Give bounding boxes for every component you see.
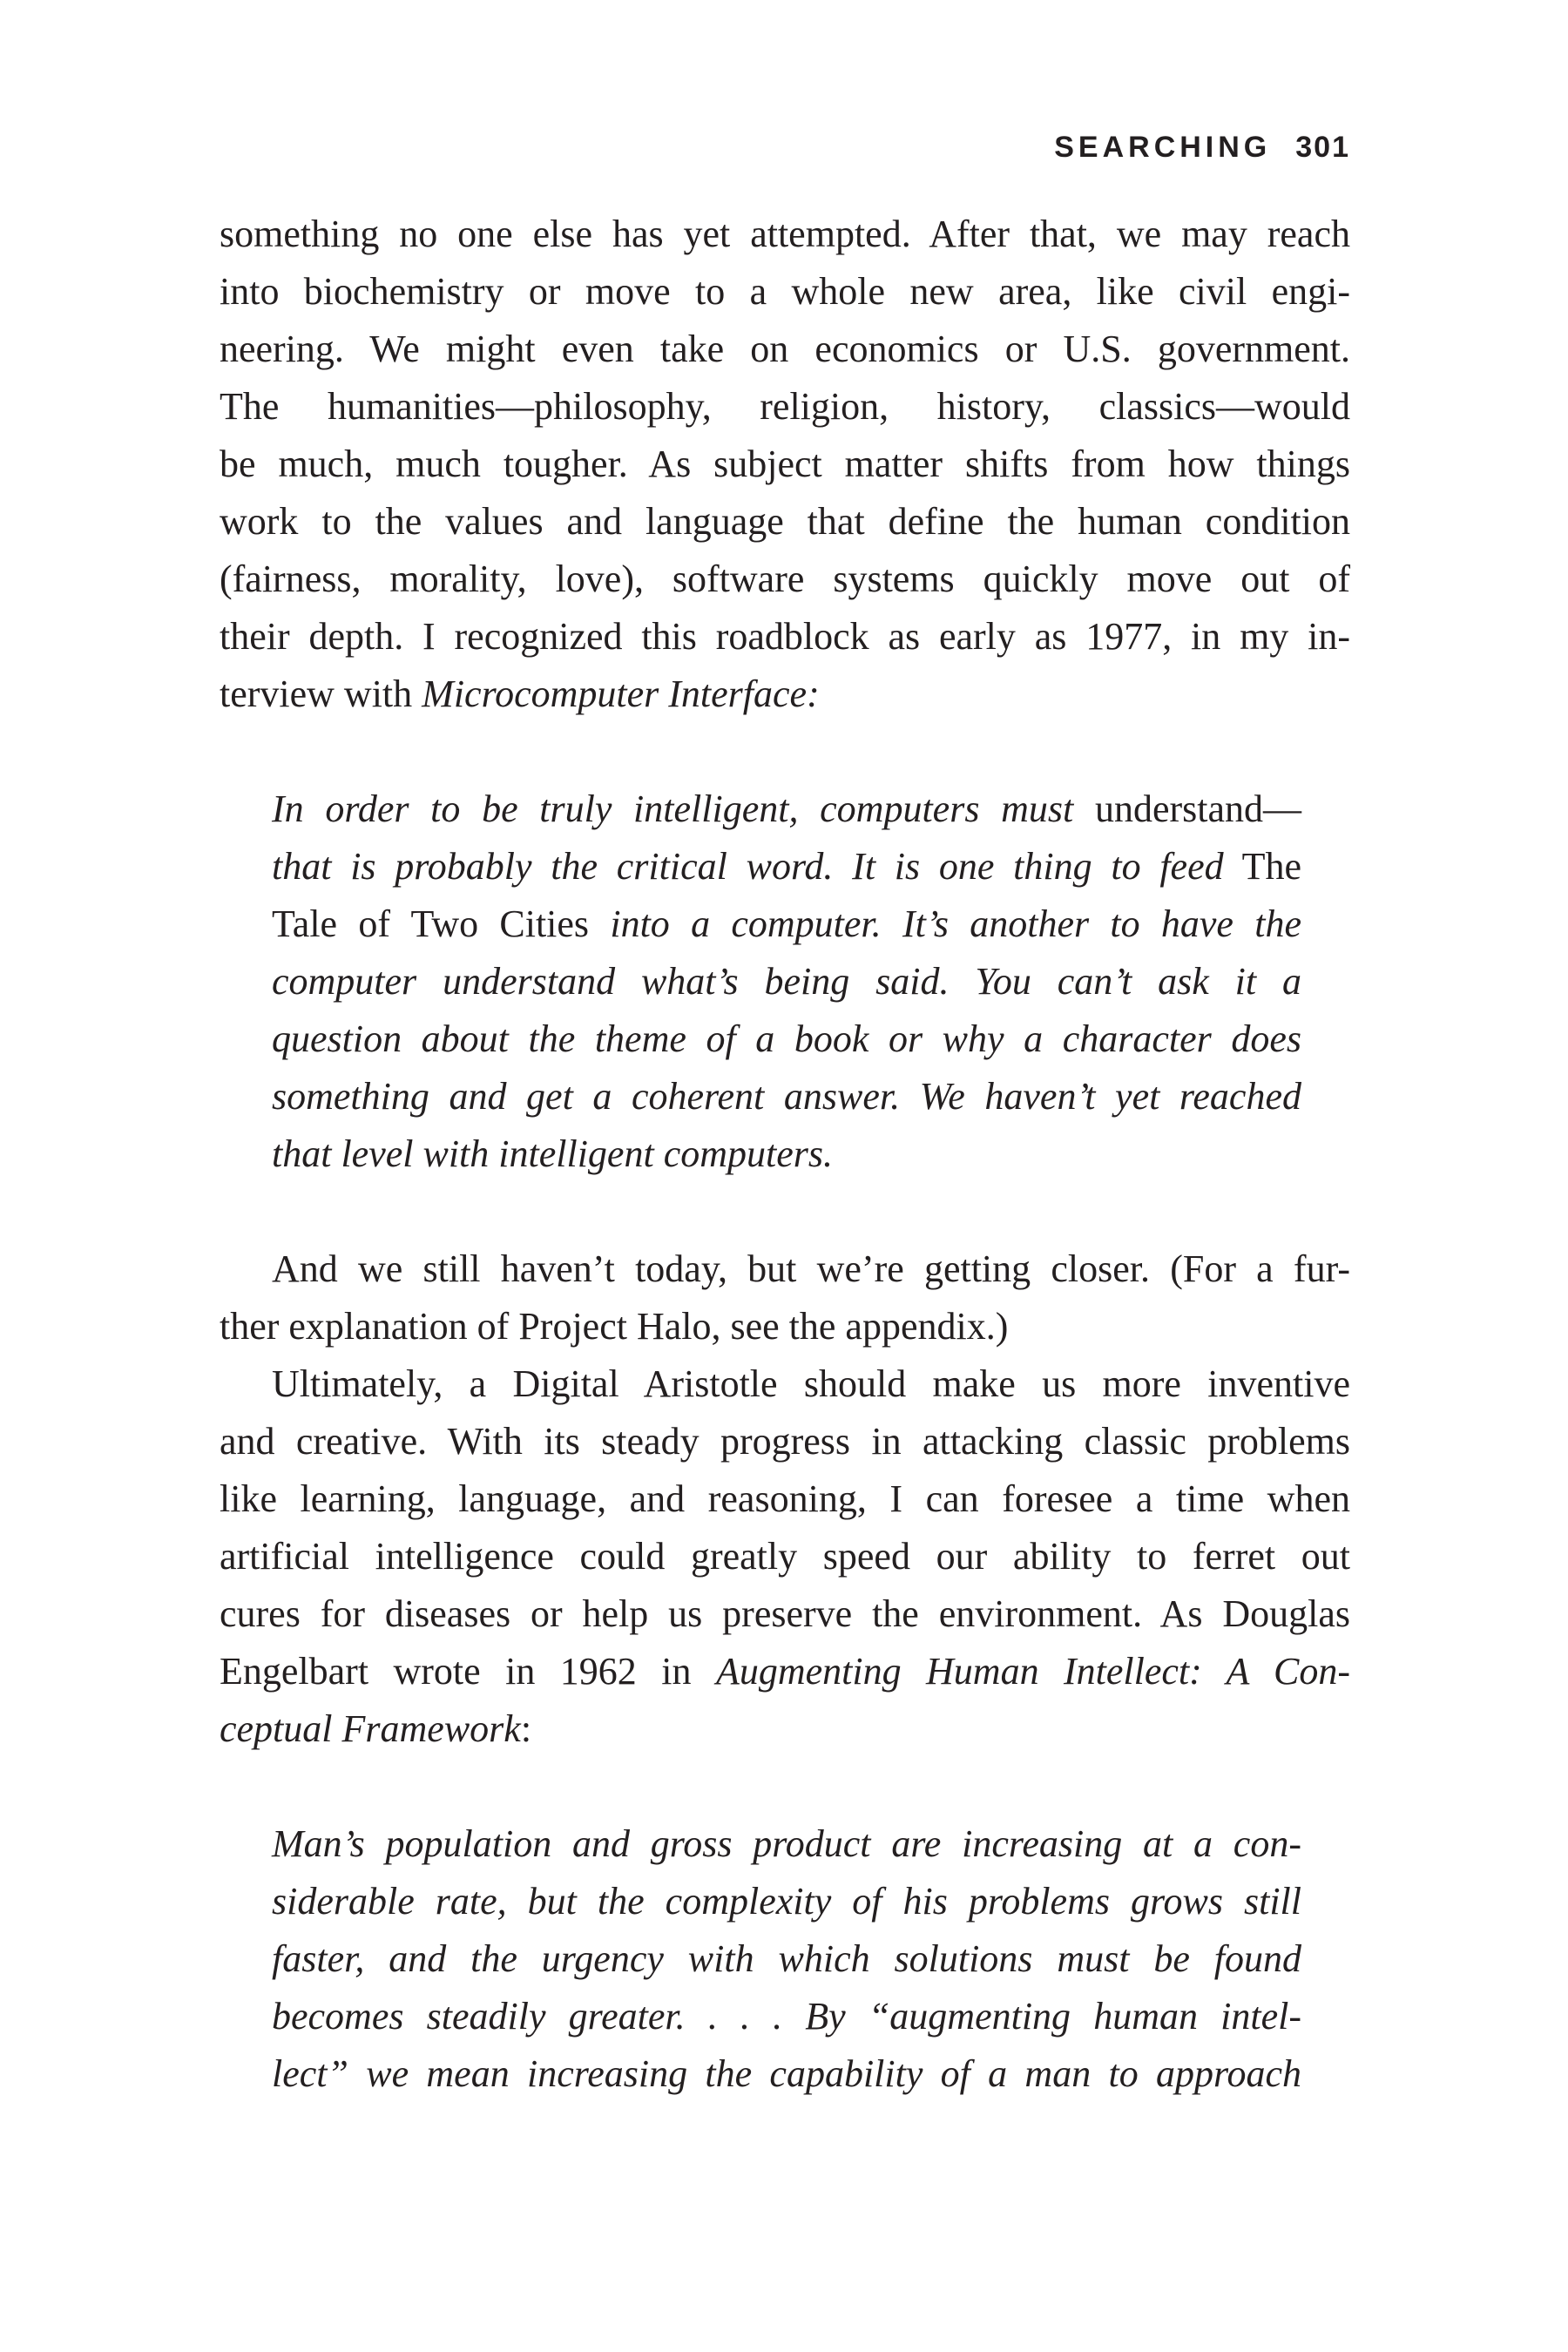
publication-title: Augmenting Human Intellect: A Con- (715, 1650, 1351, 1693)
text-line: artificial intelligence could greatly speed our ability to ferret out (220, 1535, 1350, 1578)
text-line: like learning, language, and reasoning, I can foresee a time when (220, 1477, 1350, 1520)
text-line: work to the values and language that define the human condition (220, 500, 1350, 543)
quote-line: question about the theme of a book or why a character does (272, 1017, 1301, 1060)
text-line: be much, much tougher. As subject matter shifts from how things (220, 443, 1350, 485)
quote-line: faster, and the urgency with which solutions must be found (272, 1937, 1301, 1980)
book-title: Tale of Two Cities (272, 902, 590, 945)
text-line: terview with Microcomputer Interface: (220, 672, 820, 715)
quote-line: Man’s population and gross product are increasing at a con- (272, 1822, 1301, 1865)
page-number: 301 (1295, 130, 1350, 164)
text-line: ceptual Framework: (220, 1707, 532, 1750)
quote-line: becomes steadily greater. . . . By “augmenting human intel- (272, 1995, 1301, 2038)
quote-line: that level with intelligent computers. (272, 1132, 833, 1175)
text-line: neering. We might even take on economics or U.S. government. (220, 328, 1350, 370)
quote-line: that is probably the critical word. It is one thing to feed The (272, 845, 1301, 888)
text-line: ther explanation of Project Halo, see the appendix.) (220, 1305, 1009, 1348)
publication-title: Microcomputer Interface: (422, 672, 820, 715)
quote-line: Tale of Two Cities into a computer. It’s another to have the (272, 902, 1301, 945)
text-line: Engelbart wrote in 1962 in Augmenting Human Intellect: A Con- (220, 1650, 1351, 1693)
text-line: (fairness, morality, love), software systems quickly move out of (220, 558, 1350, 600)
text-line: and creative. With its steady progress in attacking classic problems (220, 1420, 1350, 1463)
text-line: And we still haven’t today, but we’re getting closer. (For a fur- (272, 1247, 1350, 1290)
running-head (1054, 120, 1350, 174)
quote-line: siderable rate, but the complexity of his problems grows still (272, 1880, 1301, 1923)
text-line: Ultimately, a Digital Aristotle should make us more inventive (272, 1362, 1350, 1405)
text-line: into biochemistry or move to a whole new area, like civil engi- (220, 270, 1350, 313)
quote-line: something and get a coherent answer. We haven’t yet reached (272, 1075, 1301, 1118)
quote-line: In order to be truly intelligent, computers must understand— (272, 787, 1302, 830)
quote-line: lect” we mean increasing the capability of a man to approach (272, 2052, 1301, 2095)
publication-title: ceptual Framework (220, 1707, 521, 1750)
quote-line: computer understand what’s being said. You can’t ask it a (272, 960, 1301, 1003)
text-line: their depth. I recognized this roadblock as early as 1977, in my in- (220, 615, 1350, 658)
text-line: cures for diseases or help us preserve the environment. As Douglas (220, 1592, 1350, 1635)
text-line: The humanities—philosophy, religion, history, classics—would (220, 385, 1350, 428)
text-line: something no one else has yet attempted. After that, we may reach (220, 213, 1350, 255)
section-title: SEARCHING (1054, 130, 1272, 164)
